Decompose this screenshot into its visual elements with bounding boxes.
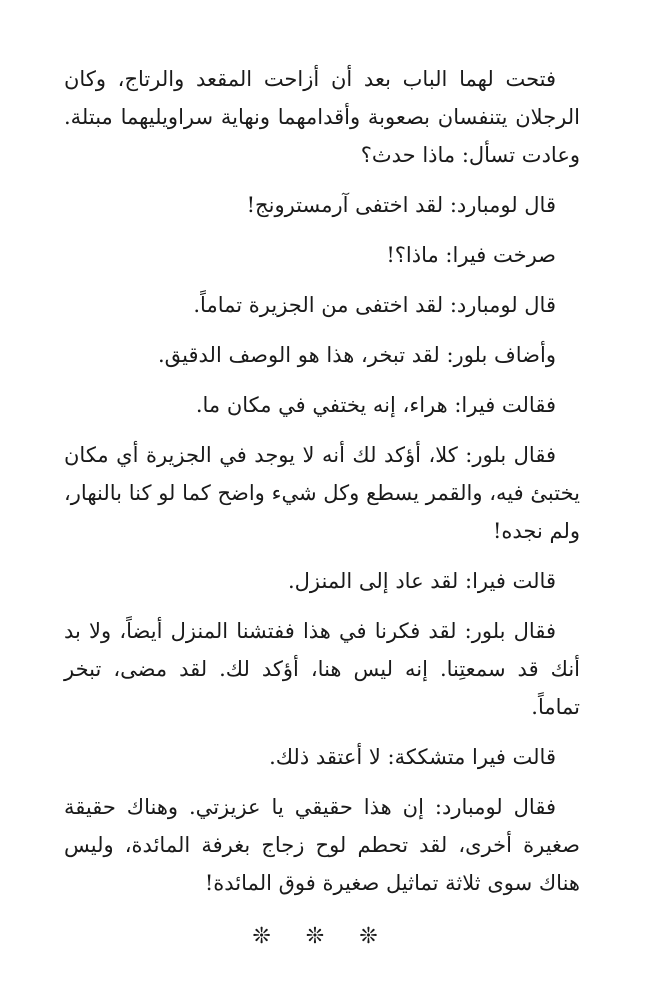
paragraph-dialogue: فقال بلور: لقد فكرنا في هذا ففتشنا المنزل أيضاً، ولا بد أنك قد سمعتِنا. إنه ليس هنا، أؤكد لك. لقد مضى، تبخر تماماً.	[64, 619, 580, 719]
section-separator: ❊ ❊ ❊	[252, 924, 392, 949]
paragraph-dialogue: فقال بلور: كلا، أؤكد لك أنه لا يوجد في الجزيرة أي مكان يختبئ فيه، والقمر يسطع وكل شيء واضح كما لو كنا بالنهار، ولم نجده!	[64, 443, 580, 543]
paragraph-dialogue: وأضاف بلور: لقد تبخر، هذا هو الوصف الدقيق.	[157, 343, 556, 367]
paragraph-dialogue: قال لومبارد: لقد اختفى آرمسترونج!	[246, 193, 556, 217]
paragraph-dialogue: قالت فيرا متشككة: لا أعتقد ذلك.	[269, 745, 556, 769]
paragraph-dialogue: صرخت فيرا: ماذا؟!	[386, 243, 556, 267]
paragraph-opening: فتحت لهما الباب بعد أن أزاحت المقعد والرتاج، وكان الرجلان يتنفسان بصعوبة وأقدامهما ونهاية سراويليهما مبتلة. وعادت تسأل: ماذا حدث؟	[64, 67, 580, 167]
paragraph-dialogue: قال لومبارد: لقد اختفى من الجزيرة تماماً.	[193, 293, 556, 317]
paragraph-dialogue: قالت فيرا: لقد عاد إلى المنزل.	[288, 569, 556, 593]
paragraph-dialogue: فقال لومبارد: إن هذا حقيقي يا عزيزتي. وهناك حقيقة صغيرة أخرى، لقد تحطم لوح زجاج بغرفة المائدة، وليس هناك سوى ثلاثة تماثيل صغيرة فوق المائدة!	[64, 795, 580, 895]
book-page	[64, 60, 580, 956]
paragraph-dialogue: فقالت فيرا: هراء، إنه يختفي في مكان ما.	[195, 393, 556, 417]
